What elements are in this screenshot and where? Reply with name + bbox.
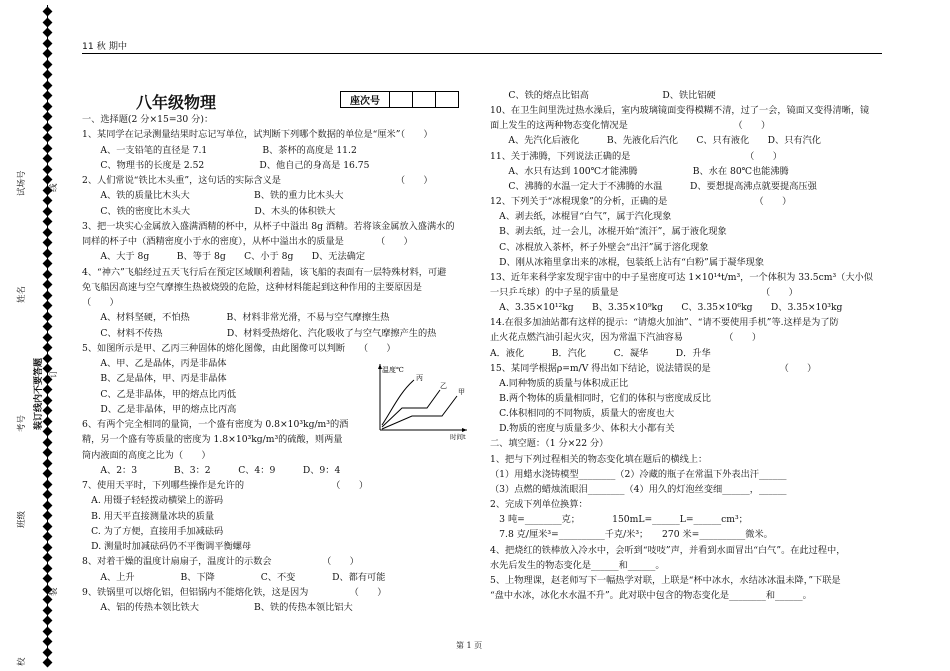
ding-char: 订 bbox=[49, 369, 59, 378]
line-char: 线 bbox=[49, 183, 59, 192]
left-line: D. 测量时加减砝码仍不平衡调平衡螺母 bbox=[82, 541, 252, 552]
left-line: 免飞船因高速与空气摩擦生热被烧毁的危险，这种材料能起到这种作用的主要原因是 bbox=[82, 281, 422, 293]
right-line: B、剥去纸，过一会儿，冰棍开始“流汗”，属于液化现象 bbox=[490, 226, 727, 238]
left-line: B、乙是晶体，甲、丙是非晶体 bbox=[82, 373, 227, 385]
seat-number-box bbox=[340, 91, 459, 108]
left-line: 同样的杯子中（酒精密度小于水的密度），从杯中溢出水的质量是 （ ） bbox=[82, 236, 413, 247]
left-line: A、2：3 B、3：2 C、4：9 D、9：4 bbox=[82, 464, 341, 476]
class-label: 班级 bbox=[17, 510, 27, 528]
right-line: 3 吨=________克； 150mL=______L=______cm³； bbox=[490, 514, 748, 526]
left-line: 3、把一块实心金属放入盛满酒精的杯中，从杯子中溢出 8g 酒精。若将该金属放入盛满水的 bbox=[82, 220, 455, 232]
left-line: C、物理书的长度是 2.52 D、他自己的身高是 16.75 bbox=[82, 159, 370, 171]
graph-label-jia: 甲 bbox=[458, 388, 465, 396]
left-line: A、铝的传热本领比铁大 B、铁的传热本领比铝大 bbox=[82, 602, 353, 613]
left-line: C、乙是非晶体，甲的熔点比丙低 bbox=[82, 388, 237, 400]
curve-jia bbox=[382, 396, 457, 429]
zhuang-char: 装 bbox=[49, 587, 59, 596]
right-line: （3）点燃的蜡烛流眼泪________（4）用久的灯泡丝变细______，______ bbox=[490, 483, 787, 495]
right-line: 2、完成下列单位换算： bbox=[490, 499, 588, 511]
school-label: 校 bbox=[17, 657, 27, 666]
graph-label-bing: 丙 bbox=[416, 374, 423, 382]
curve-yi bbox=[382, 390, 440, 427]
melting-graph bbox=[372, 360, 472, 440]
left-line: D、乙是非晶体，甲的熔点比丙高 bbox=[82, 403, 237, 415]
right-line: B.两个物体的质量相同时，它们的体积与密度成反比 bbox=[490, 393, 711, 404]
right-line: D、刚从冰箱里拿出来的冰棍，包装纸上沾有“白粉”属于凝华现象 bbox=[490, 256, 765, 268]
notice-label: 装订线内不要答题 bbox=[34, 357, 44, 430]
right-line: A．液化 B．汽化 C．凝华 D．升华 bbox=[490, 347, 711, 359]
right-line: A、先汽化后液化 B、先液化后汽化 C、只有液化 D、只有汽化 bbox=[490, 135, 821, 147]
right-line: 13、近年来科学家发现宇宙中的中子星密度可达 1×10¹⁴t/m³，一个体积为 33.5cm³（大小似 bbox=[490, 271, 873, 283]
right-line: 一只乒乓球）的中子星的质量是 （ ） bbox=[490, 286, 798, 298]
left-line: 5、如图所示是甲、乙丙三种固体的熔化图像，由此图像可以判断 （ ） bbox=[82, 342, 396, 354]
left-line: C. 为了方便，直接用手加减砝码 bbox=[82, 525, 224, 537]
left-line: C、铁的密度比木头大 D、木头的体积铁大 bbox=[82, 205, 336, 217]
right-line: 14.在很多加油站都有这样的提示：“请熄火加油”、“请不要使用手机”等.这样是为了防 bbox=[490, 317, 839, 329]
right-line: C、铁的熔点比铝高 D、铁比铝硬 bbox=[490, 90, 716, 101]
left-line: 9、铁锅里可以熔化铝，但铝锅内不能熔化铁，这是因为 （ ） bbox=[82, 586, 387, 598]
right-line: C.体积相同的不同物质，质量大的密度也大 bbox=[490, 408, 675, 420]
right-line: D.物质的密度与质量多少、体积大小都有关 bbox=[490, 423, 675, 435]
right-line: 15、某同学根据ρ=m/V 得出如下结论，说法错误的是 （ ） bbox=[490, 362, 817, 374]
left-line: A、甲、乙是晶体，丙是非晶体 bbox=[82, 358, 227, 369]
right-line: C、沸腾的水温一定大于不沸腾的水温 D、要想提高沸点就要提高压强 bbox=[490, 180, 817, 192]
page-footer: 第 1 页 bbox=[456, 641, 483, 650]
right-line: 7.8 克/厘米³=__________千克/米³； 270 米=__________微米。 bbox=[490, 529, 773, 541]
seat-number-label: 座次号 bbox=[341, 92, 390, 108]
graph-xlabel: 时间t bbox=[450, 433, 466, 440]
left-line: A. 用镊子轻轻拨动横梁上的游码 bbox=[82, 495, 224, 507]
curve-bing bbox=[382, 380, 414, 425]
right-line: C、冰棍放入茶杯，杯子外壁会“出汗”属于溶化现象 bbox=[490, 241, 709, 253]
right-line: （1）用蜡水浇铸模型________（2）冷藏的瓶子在常温下外表出汗______ bbox=[490, 468, 787, 480]
right-line: 10、在卫生间里洗过热水澡后，室内玻璃镜面变得模糊不清，过了一会，镜面又变得清晰，镜 bbox=[490, 105, 870, 117]
left-line: 6、有两个完全相同的量筒，一个盛有密度为 0.8×10³kg/m³的酒 bbox=[82, 419, 349, 430]
right-line: “盘中水冰，冰化水水温不升”。此对联中包含的物态变化是________和______。 bbox=[490, 589, 812, 601]
right-line: 5、上物理课，赵老师写下一幅热学对联，上联是“杯中冰水，水结冰冰温未降，”下联是 bbox=[490, 574, 841, 586]
right-line: 11、关于沸腾，下列说法正确的是 （ ） bbox=[490, 150, 782, 162]
left-line: 7、使用天平时，下列哪些操作是允许的 （ ） bbox=[82, 480, 369, 491]
binding-line bbox=[47, 5, 48, 665]
left-line: A、一支铅笔的直径是 7.1 B、茶杯的高度是 11.2 bbox=[82, 144, 357, 156]
graph-ylabel: 温度℃ bbox=[382, 366, 404, 374]
right-line: A、水只有达到 100℃才能沸腾 B、水在 80℃也能沸腾 bbox=[490, 165, 789, 177]
left-line: 4、“神六”飞船经过五天飞行后在预定区域顺利着陆，该飞船的表面有一层特殊材料，可避 bbox=[82, 266, 447, 278]
right-line: A、剥去纸，冰棍冒“白气”，属于汽化现象 bbox=[490, 211, 672, 223]
exam-room-label: 试场号 bbox=[17, 170, 27, 196]
left-line: 8、对着干燥的温度计扇扇子，温度计的示数会 （ ） bbox=[82, 556, 359, 568]
right-line: A、3.35×10¹²kg B、3.35×10⁹kg C、3.35×10⁶kg D、3.35×10³kg bbox=[490, 302, 843, 314]
right-line: 12、下列关于“冰棍现象”的分析，正确的是 （ ） bbox=[490, 196, 792, 208]
graph-label-yi: 乙 bbox=[440, 382, 447, 390]
left-line: B. 用天平直接测量冰块的质量 bbox=[82, 510, 215, 522]
left-line: 精，另一个盛有等质量的密度为 1.8×10³kg/m³的硫酸，则两量 bbox=[82, 434, 343, 446]
left-line: 2、人们常说“铁比木头重”，这句话的实际含义是 （ ） bbox=[82, 175, 433, 186]
page-title: 八年级物理 bbox=[136, 93, 217, 112]
right-line: 4、把烧红的铁棒放入冷水中，会听到“吱吱”声，并看到水面冒出“白气”。在此过程中， bbox=[490, 544, 846, 556]
left-line: A、大于 8g B、等于 8g C、小于 8g D、无法确定 bbox=[82, 251, 366, 263]
right-line: 水先后发生的物态变化是______和______。 bbox=[490, 559, 665, 571]
left-line: （ ） bbox=[82, 297, 119, 308]
left-line: 筒内液面的高度之比为（ ） bbox=[82, 449, 211, 461]
right-line: 面上发生的这两种物态变化情况是 （ ） bbox=[490, 120, 771, 132]
left-line: 一、选择题(2 分×15=30 分)： bbox=[82, 114, 214, 125]
left-line: C、材料不传热 D、材料受热熔化、汽化吸收了与空气摩擦产生的热 bbox=[82, 327, 437, 339]
left-line: A、上升 B、下降 C、不变 D、都有可能 bbox=[82, 571, 386, 583]
right-line: 止火花点燃汽油引起火灾，因为常温下汽油容易 （ ） bbox=[490, 332, 762, 344]
exam-no-label: 考号 bbox=[17, 414, 27, 432]
left-line: A、铁的质量比木头大 B、铁的重力比木头大 bbox=[82, 190, 344, 202]
header-rule bbox=[82, 53, 882, 54]
left-line: 1、某同学在记录测量结果时忘记写单位，试判断下列哪个数据的单位是“厘米”（ ） bbox=[82, 129, 433, 141]
right-line: 二、填空题：（1 分×22 分） bbox=[490, 438, 609, 450]
right-line: A.同种物质的质量与体积成正比 bbox=[490, 377, 629, 389]
term-header: 11 秋 期中 bbox=[82, 41, 128, 52]
name-label: 姓名 bbox=[17, 285, 27, 303]
right-line: 1、把与下列过程相关的物态变化填在题后的横线上： bbox=[490, 453, 708, 465]
left-line: A、材料坚硬，不怕热 B、材料非常光滑，不易与空气摩擦生热 bbox=[82, 312, 390, 324]
